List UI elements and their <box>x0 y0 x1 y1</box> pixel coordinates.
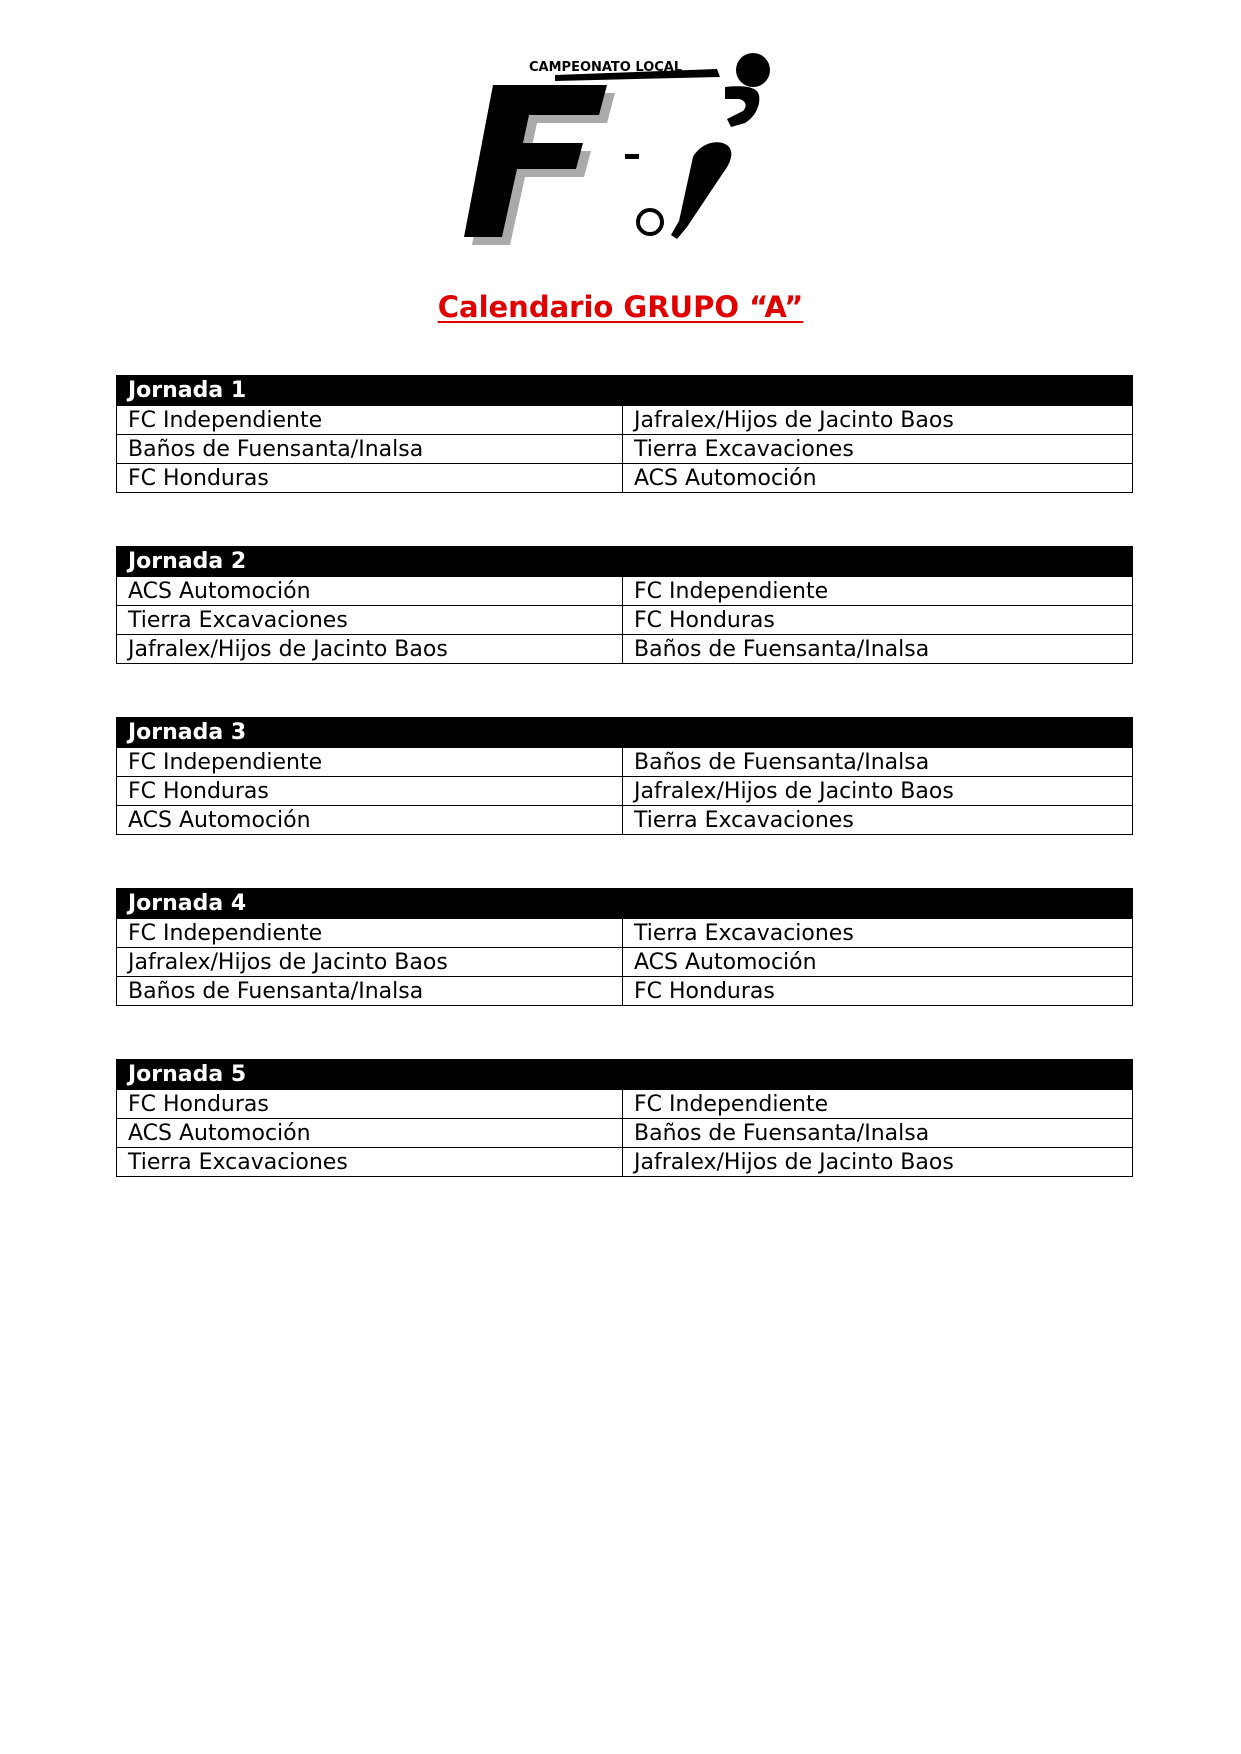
home-team: Jafralex/Hijos de Jacinto Baos <box>117 635 623 664</box>
home-team: FC Honduras <box>117 1090 623 1119</box>
round-table <box>116 888 1133 1006</box>
round-header: Jornada 4 <box>117 889 1133 919</box>
away-team: FC Honduras <box>623 977 1133 1006</box>
away-team: Jafralex/Hijos de Jacinto Baos <box>623 406 1133 435</box>
match-row <box>117 977 1133 1006</box>
home-team: Tierra Excavaciones <box>117 606 623 635</box>
match-row <box>117 919 1133 948</box>
home-team: Baños de Fuensanta/Inalsa <box>117 435 623 464</box>
round-table <box>116 1059 1133 1177</box>
home-team: FC Honduras <box>117 464 623 493</box>
home-team: Baños de Fuensanta/Inalsa <box>117 977 623 1006</box>
home-team: ACS Automoción <box>117 577 623 606</box>
home-team: FC Independiente <box>117 919 623 948</box>
away-team: Jafralex/Hijos de Jacinto Baos <box>623 777 1133 806</box>
match-row <box>117 406 1133 435</box>
away-team: FC Honduras <box>623 606 1133 635</box>
away-team: ACS Automoción <box>623 948 1133 977</box>
round-header: Jornada 1 <box>117 376 1133 406</box>
match-row <box>117 606 1133 635</box>
home-team: ACS Automoción <box>117 806 623 835</box>
away-team: Tierra Excavaciones <box>623 806 1133 835</box>
rounds-container <box>116 375 1132 1230</box>
logo-graphic <box>455 45 795 255</box>
away-team: FC Independiente <box>623 577 1133 606</box>
match-row <box>117 435 1133 464</box>
match-row <box>117 806 1133 835</box>
home-team: FC Honduras <box>117 777 623 806</box>
match-row <box>117 1090 1133 1119</box>
round-header: Jornada 3 <box>117 718 1133 748</box>
match-row <box>117 777 1133 806</box>
page-title: Calendario GRUPO “A” <box>437 290 804 324</box>
away-team: FC Independiente <box>623 1090 1133 1119</box>
home-team: Jafralex/Hijos de Jacinto Baos <box>117 948 623 977</box>
home-team: FC Independiente <box>117 406 623 435</box>
away-team: Tierra Excavaciones <box>623 919 1133 948</box>
away-team: ACS Automoción <box>623 464 1133 493</box>
match-row <box>117 948 1133 977</box>
match-row <box>117 748 1133 777</box>
home-team: Tierra Excavaciones <box>117 1148 623 1177</box>
match-row <box>117 1148 1133 1177</box>
round-table <box>116 375 1133 493</box>
round-header: Jornada 5 <box>117 1060 1133 1090</box>
match-row <box>117 635 1133 664</box>
match-row <box>117 1119 1133 1148</box>
match-row <box>117 577 1133 606</box>
away-team: Jafralex/Hijos de Jacinto Baos <box>623 1148 1133 1177</box>
round-table <box>116 546 1133 664</box>
home-team: ACS Automoción <box>117 1119 623 1148</box>
match-row <box>117 464 1133 493</box>
logo-text: CAMPEONATO LOCAL <box>529 60 683 75</box>
home-team: FC Independiente <box>117 748 623 777</box>
round-table <box>116 717 1133 835</box>
away-team: Tierra Excavaciones <box>623 435 1133 464</box>
away-team: Baños de Fuensanta/Inalsa <box>623 748 1133 777</box>
away-team: Baños de Fuensanta/Inalsa <box>623 1119 1133 1148</box>
round-header: Jornada 2 <box>117 547 1133 577</box>
away-team: Baños de Fuensanta/Inalsa <box>623 635 1133 664</box>
campeonato-logo <box>455 45 795 255</box>
